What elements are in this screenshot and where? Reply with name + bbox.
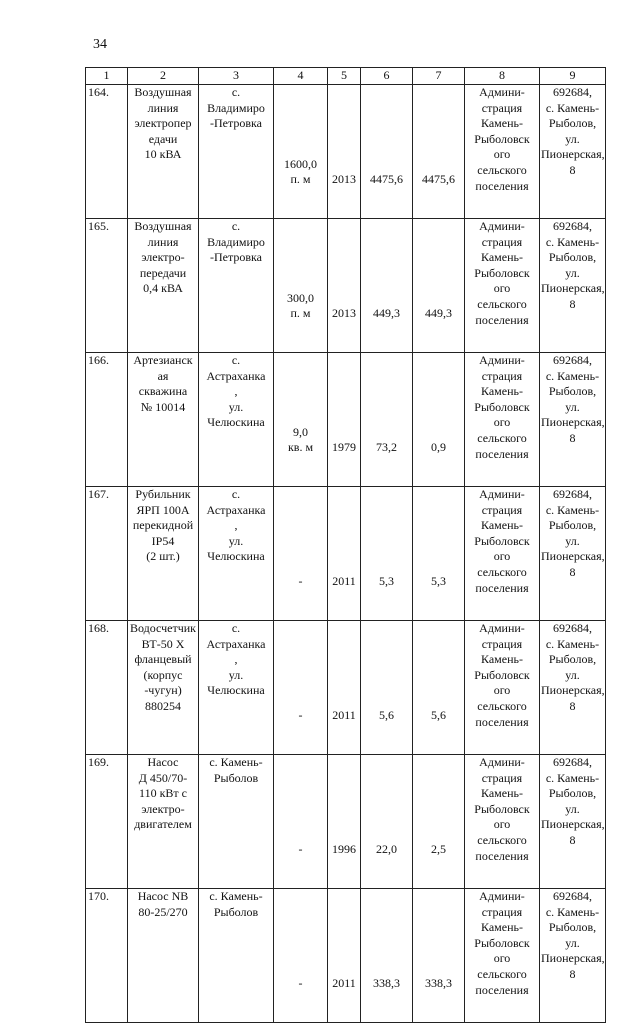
row-number: 170. [86, 889, 128, 1023]
property-name: Воздушная линия электропер едачи 10 кВА [128, 85, 199, 219]
property-size: - [274, 889, 328, 1023]
year-commissioned: 2013 [328, 219, 361, 353]
residual-value: 449,3 [413, 219, 465, 353]
column-header: 8 [465, 68, 540, 85]
column-header: 3 [199, 68, 274, 85]
owner-name: Админи- страция Камень- Рыболовск ого сельского поселения [465, 85, 540, 219]
year-commissioned: 2011 [328, 621, 361, 755]
owner-address: 692684, с. Камень- Рыболов, ул. Пионерская, 8 [540, 487, 606, 621]
owner-name: Админи- страция Камень- Рыболовск ого сельского поселения [465, 621, 540, 755]
owner-address: 692684, с. Камень- Рыболов, ул. Пионерская, 8 [540, 621, 606, 755]
owner-address: 692684, с. Камень- Рыболов, ул. Пионерская, 8 [540, 353, 606, 487]
residual-value: 2,5 [413, 755, 465, 889]
property-size: - [274, 755, 328, 889]
row-number: 166. [86, 353, 128, 487]
residual-value: 338,3 [413, 889, 465, 1023]
book-value: 5,6 [361, 621, 413, 755]
property-size: - [274, 621, 328, 755]
year-commissioned: 2013 [328, 85, 361, 219]
property-size: 9,0 кв. м [274, 353, 328, 487]
property-name: Воздушная линия электро- передачи 0,4 кВА [128, 219, 199, 353]
page-number: 34 [93, 37, 107, 52]
row-number: 164. [86, 85, 128, 219]
owner-name: Админи- страция Камень- Рыболовск ого сельского поселения [465, 889, 540, 1023]
property-location: с. Камень- Рыболов [199, 755, 274, 889]
year-commissioned: 1979 [328, 353, 361, 487]
property-location: с. Владимиро -Петровка [199, 85, 274, 219]
property-location: с. Астраханка , ул. Челюскина [199, 621, 274, 755]
row-number: 165. [86, 219, 128, 353]
column-header: 4 [274, 68, 328, 85]
owner-address: 692684, с. Камень- Рыболов, ул. Пионерская, 8 [540, 889, 606, 1023]
column-header: 9 [540, 68, 606, 85]
residual-value: 5,6 [413, 621, 465, 755]
property-size: 1600,0 п. м [274, 85, 328, 219]
residual-value: 5,3 [413, 487, 465, 621]
table-body [86, 85, 606, 1023]
column-header: 2 [128, 68, 199, 85]
owner-name: Админи- страция Камень- Рыболовск ого сельского поселения [465, 219, 540, 353]
owner-address: 692684, с. Камень- Рыболов, ул. Пионерская, 8 [540, 85, 606, 219]
property-name: Рубильник ЯРП 100А перекидной IP54 (2 шт.) [128, 487, 199, 621]
book-value: 4475,6 [361, 85, 413, 219]
column-header: 1 [86, 68, 128, 85]
property-location: с. Астраханка , ул. Челюскина [199, 353, 274, 487]
table-row [86, 219, 606, 353]
table-row [86, 621, 606, 755]
property-location: с. Астраханка , ул. Челюскина [199, 487, 274, 621]
property-name: Насос NB 80-25/270 [128, 889, 199, 1023]
property-location: с. Владимиро -Петровка [199, 219, 274, 353]
property-size: - [274, 487, 328, 621]
table-row [86, 487, 606, 621]
owner-name: Админи- страция Камень- Рыболовск ого сельского поселения [465, 487, 540, 621]
property-size: 300,0 п. м [274, 219, 328, 353]
column-header: 7 [413, 68, 465, 85]
column-header: 6 [361, 68, 413, 85]
owner-address: 692684, с. Камень- Рыболов, ул. Пионерская, 8 [540, 219, 606, 353]
table-row [86, 353, 606, 487]
book-value: 338,3 [361, 889, 413, 1023]
table-header-row [86, 68, 606, 85]
owner-address: 692684, с. Камень- Рыболов, ул. Пионерская, 8 [540, 755, 606, 889]
property-location: с. Камень- Рыболов [199, 889, 274, 1023]
year-commissioned: 2011 [328, 889, 361, 1023]
row-number: 167. [86, 487, 128, 621]
book-value: 73,2 [361, 353, 413, 487]
property-registry-table [85, 67, 606, 1023]
year-commissioned: 2011 [328, 487, 361, 621]
residual-value: 4475,6 [413, 85, 465, 219]
property-name: Артезианск ая скважина № 10014 [128, 353, 199, 487]
book-value: 449,3 [361, 219, 413, 353]
book-value: 5,3 [361, 487, 413, 621]
column-header: 5 [328, 68, 361, 85]
table-row [86, 755, 606, 889]
table-row [86, 889, 606, 1023]
property-name: Насос Д 450/70- 110 кВт с электро- двигателем [128, 755, 199, 889]
row-number: 169. [86, 755, 128, 889]
book-value: 22,0 [361, 755, 413, 889]
residual-value: 0,9 [413, 353, 465, 487]
owner-name: Админи- страция Камень- Рыболовск ого сельского поселения [465, 755, 540, 889]
property-name: Водосчетчик ВТ-50 Х фланцевый (корпус -чугун) 880254 [128, 621, 199, 755]
table-row [86, 85, 606, 219]
row-number: 168. [86, 621, 128, 755]
owner-name: Админи- страция Камень- Рыболовск ого сельского поселения [465, 353, 540, 487]
year-commissioned: 1996 [328, 755, 361, 889]
